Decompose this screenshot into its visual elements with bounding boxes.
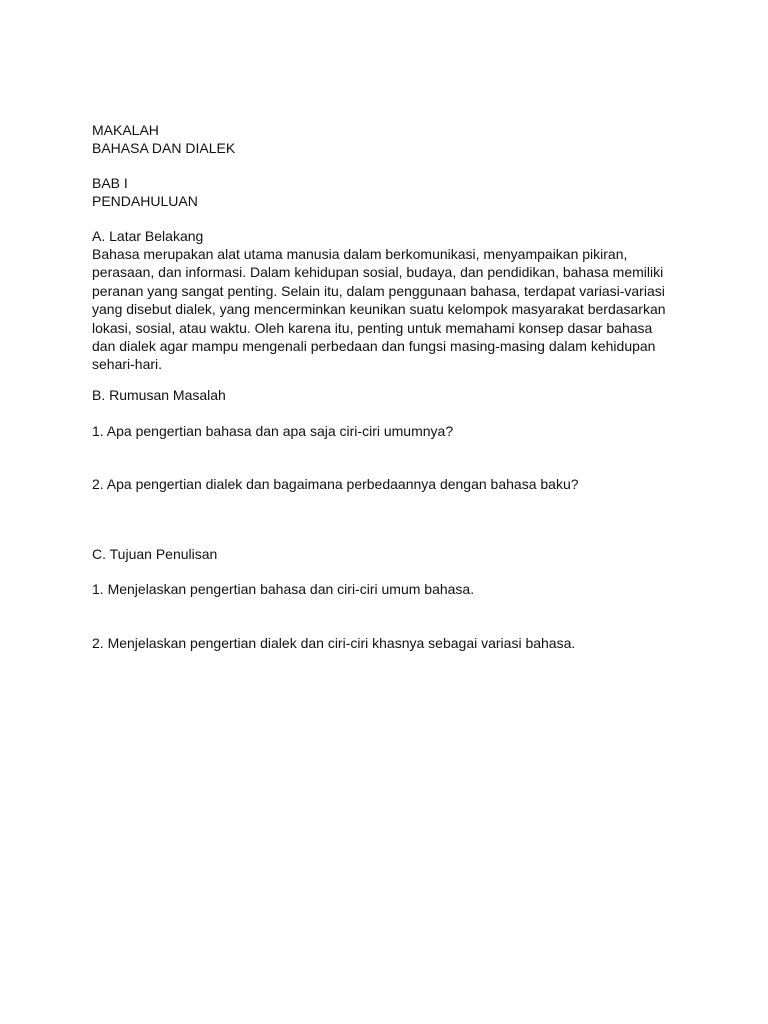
paragraph-line: sehari-hari. (92, 356, 163, 373)
paragraph-line: lokasi, sosial, atau waktu. Oleh karena itu, penting untuk memahami konsep dasar bahasa (92, 319, 653, 336)
goal-item-1: 1. Menjelaskan pengertian bahasa dan ciri-ciri umum bahasa. (92, 581, 475, 597)
title-line-2: BAHASA DAN DIALEK (92, 140, 236, 156)
section-a-paragraph (92, 245, 692, 374)
paragraph-line: peranan yang sangat penting. Selain itu, dalam penggunaan bahasa, terdapat variasi-variasi (92, 282, 665, 299)
chapter-name: PENDAHULUAN (92, 193, 198, 209)
title-line-1: MAKALAH (92, 122, 159, 138)
section-b-heading: B. Rumusan Masalah (92, 387, 226, 403)
paragraph-line: Bahasa merupakan alat utama manusia dalam berkomunikasi, menyampaikan pikiran, (92, 246, 628, 262)
chapter-number: BAB I (92, 175, 128, 191)
paragraph-line: dan dialek agar mampu mengenali perbedaan dan fungsi masing-masing dalam kehidupan (92, 337, 656, 354)
section-c-heading: C. Tujuan Penulisan (92, 546, 218, 562)
section-a-heading: A. Latar Belakang (92, 228, 204, 244)
paragraph-line: yang disebut dialek, yang mencerminkan keunikan suatu kelompok masyarakat berdasarkan (92, 301, 666, 318)
problem-item-2: 2. Apa pengertian dialek dan bagaimana perbedaannya dengan bahasa baku? (92, 476, 579, 492)
paragraph-line: perasaan, dan informasi. Dalam kehidupan sosial, budaya, dan pendidikan, bahasa memiliki (92, 264, 664, 281)
goal-item-2: 2. Menjelaskan pengertian dialek dan ciri-ciri khasnya sebagai variasi bahasa. (92, 635, 576, 651)
problem-item-1: 1. Apa pengertian bahasa dan apa saja ciri-ciri umumnya? (92, 423, 454, 439)
